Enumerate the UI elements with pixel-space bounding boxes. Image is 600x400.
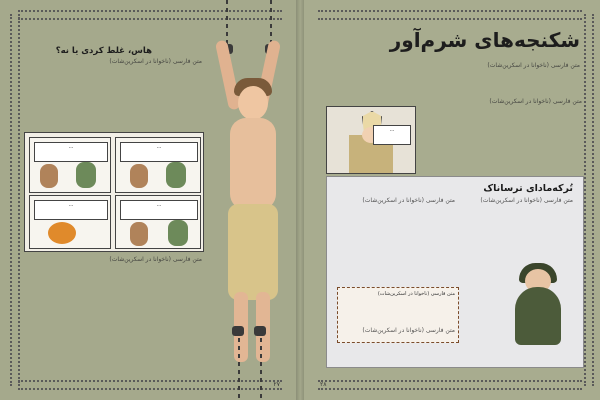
shackle-right-foot — [254, 326, 266, 336]
dashed-note-text: متن فارسی (ناخوانا در اسکرین‌شات) — [377, 291, 455, 297]
comic-panel-4 — [115, 195, 201, 249]
comic-figure — [76, 162, 96, 188]
right-page-intro: متن فارسی (ناخوانا در اسکرین‌شات) — [487, 62, 580, 69]
comic-panel-3-bubble: … — [34, 200, 108, 220]
left-page-title: هاس، غلط کردی یا نه؟ — [55, 46, 152, 56]
chain-border-top-right — [318, 10, 582, 20]
comic-figure — [168, 220, 188, 246]
comic-panel-1 — [29, 137, 111, 193]
chain-border-right — [584, 14, 594, 386]
chain-lower-right — [260, 338, 262, 400]
left-page-number: ۲۷ — [273, 381, 280, 388]
sidebar-box-title: تُرکه‌مادای ترساناک — [483, 183, 573, 194]
prisoner-head — [238, 86, 268, 120]
right-page-column-text: متن فارسی (ناخوانا در اسکرین‌شات) — [489, 98, 582, 105]
chained-prisoner-illustration — [210, 0, 320, 400]
prisoner-pants — [228, 204, 278, 300]
comic-figure — [40, 164, 58, 188]
sidebar-box-left-text: متن فارسی (ناخوانا در اسکرین‌شات) — [362, 197, 455, 204]
bishop-speech-bubble: … — [373, 125, 411, 145]
sidebar-box — [326, 176, 584, 368]
monk-body — [515, 287, 561, 345]
comic-panel-1-bubble: … — [34, 142, 108, 162]
comic-panel-2 — [115, 137, 201, 193]
comic-panel-2-bubble: … — [120, 142, 198, 162]
shackle-left-foot — [232, 326, 244, 336]
chain-border-left — [10, 14, 20, 386]
right-page-title: شکنجه‌های شرم‌آور — [389, 28, 580, 52]
comic-strip — [24, 132, 204, 252]
prisoner-torso — [230, 118, 276, 210]
left-page-bottom-text: متن فارسی (ناخوانا در اسکرین‌شات) — [109, 256, 202, 263]
comic-panel-3 — [29, 195, 111, 249]
bishop-illustration — [326, 106, 416, 174]
monk-illustration — [503, 259, 573, 347]
comic-fire — [48, 222, 76, 244]
right-page-number: ۲۸ — [320, 381, 327, 388]
comic-panel-4-bubble: … — [120, 200, 198, 220]
sidebar-box-bottom-text: متن فارسی (ناخوانا در اسکرین‌شات) — [362, 327, 455, 334]
sidebar-box-right-text: متن فارسی (ناخوانا در اسکرین‌شات) — [480, 197, 573, 204]
chain-lower-left — [238, 338, 240, 400]
comic-figure — [130, 164, 148, 188]
comic-figure — [166, 162, 186, 188]
left-page-intro: متن فارسی (ناخوانا در اسکرین‌شات) — [109, 58, 202, 65]
chain-border-bottom-right — [318, 380, 582, 390]
comic-figure — [130, 222, 148, 246]
